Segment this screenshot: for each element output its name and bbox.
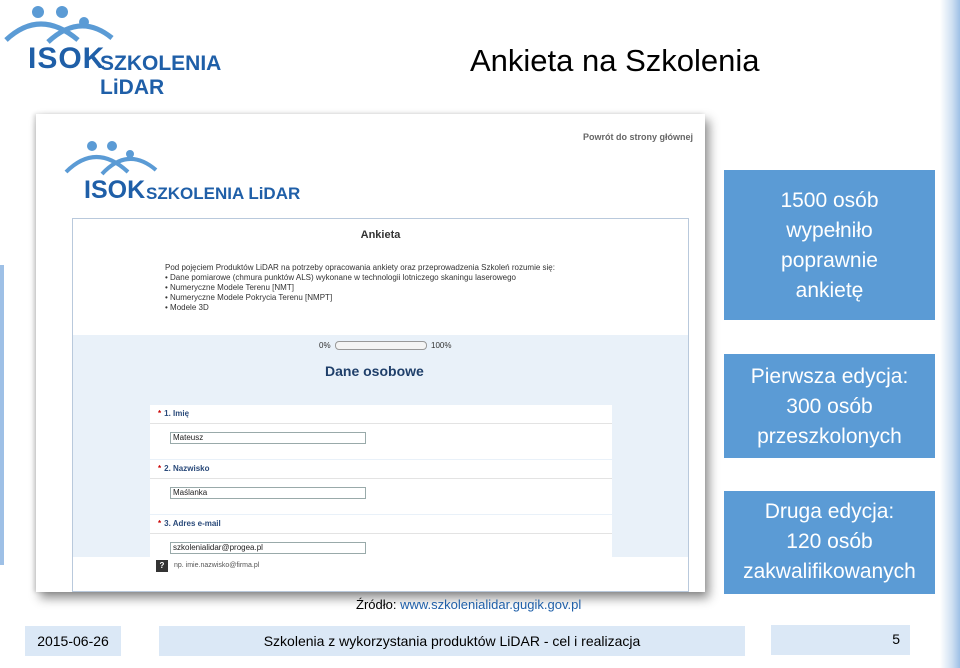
survey-title: Ankieta — [360, 229, 401, 241]
box-line: wypełniło — [786, 219, 873, 242]
first-name-input[interactable]: Mateusz — [170, 432, 366, 444]
box-line: 120 osób — [786, 530, 873, 553]
screenshot-logo-main: ISOK — [84, 176, 146, 204]
list-item: • Numeryczne Modele Terenu [NMT] — [165, 283, 555, 293]
info-box-second-edition — [724, 491, 935, 594]
question-text: 3. Adres e-mail — [164, 519, 221, 528]
footer-date: 2015-06-26 — [25, 626, 121, 656]
survey-intro — [165, 263, 555, 313]
question-label — [150, 515, 612, 533]
list-item: • Numeryczne Modele Pokrycia Terenu [NMPT] — [165, 293, 555, 303]
question-body — [150, 478, 612, 514]
left-decoration — [0, 265, 4, 565]
question-label — [150, 460, 612, 478]
question-last-name — [150, 460, 612, 514]
box-line: 1500 osób — [780, 189, 879, 212]
page-number: 5 — [771, 625, 910, 655]
box-line: Pierwsza edycja: — [750, 365, 909, 388]
info-box-respondents — [724, 170, 935, 320]
logo-sub-text: SZKOLENIA LiDAR — [100, 52, 221, 99]
question-text: 1. Imię — [164, 409, 190, 418]
question-body — [150, 533, 612, 577]
question-email — [150, 515, 612, 577]
question-first-name — [150, 405, 612, 459]
email-input[interactable]: szkolenialidar@progea.pl — [170, 542, 366, 554]
list-item: • Modele 3D — [165, 303, 555, 313]
intro-list — [165, 273, 555, 313]
right-decoration — [940, 0, 960, 668]
required-marker: * — [158, 464, 162, 473]
progress-start-label: 0% — [319, 341, 331, 350]
progress-bar — [335, 341, 427, 350]
logo-main-text: ISOK — [28, 42, 106, 75]
form-section — [73, 335, 688, 570]
survey-screenshot — [36, 114, 705, 592]
survey-form — [72, 218, 689, 592]
source-note — [356, 597, 581, 612]
box-line: zakwalifikowanych — [743, 560, 916, 583]
required-marker: * — [158, 409, 162, 418]
source-link[interactable]: www.szkolenialidar.gugik.gov.pl — [400, 597, 582, 612]
list-item: • Dane pomiarowe (chmura punktów ALS) wykonane w technologii lotniczego skaningu laserowego — [165, 273, 555, 283]
required-marker: * — [158, 519, 162, 528]
help-icon[interactable]: ? — [156, 560, 168, 572]
back-to-home-link[interactable]: Powrót do strony głównej — [583, 132, 693, 142]
box-line: poprawnie — [781, 249, 878, 272]
question-label — [150, 405, 612, 423]
question-body — [150, 423, 612, 459]
box-line: ankietę — [795, 279, 864, 302]
email-hint: np. imie.nazwisko@firma.pl — [174, 562, 260, 569]
source-label: Źródło: — [356, 597, 397, 612]
box-line: 300 osób — [786, 395, 873, 418]
footer-title: Szkolenia z wykorzystania produktów LiDAR - cel i realizacja — [159, 626, 745, 656]
slide-title: Ankieta na Szkolenia — [470, 43, 760, 78]
screenshot-logo — [64, 136, 324, 216]
box-line: Druga edycja: — [764, 500, 895, 523]
screenshot-logo-sub: SZKOLENIA LiDAR — [146, 184, 301, 203]
question-text: 2. Nazwisko — [164, 464, 210, 473]
section-title: Dane osobowe — [325, 363, 424, 379]
info-box-first-edition — [724, 354, 935, 458]
intro-text: Pod pojęciem Produktów LiDAR na potrzeby opracowania ankiety oraz przeprowadzenia Szkoleń rozumie się: — [165, 263, 555, 272]
box-line: przeszkolonych — [757, 425, 902, 448]
isok-logo — [0, 0, 290, 99]
progress-end-label: 100% — [431, 341, 452, 350]
last-name-input[interactable]: Maślanka — [170, 487, 366, 499]
